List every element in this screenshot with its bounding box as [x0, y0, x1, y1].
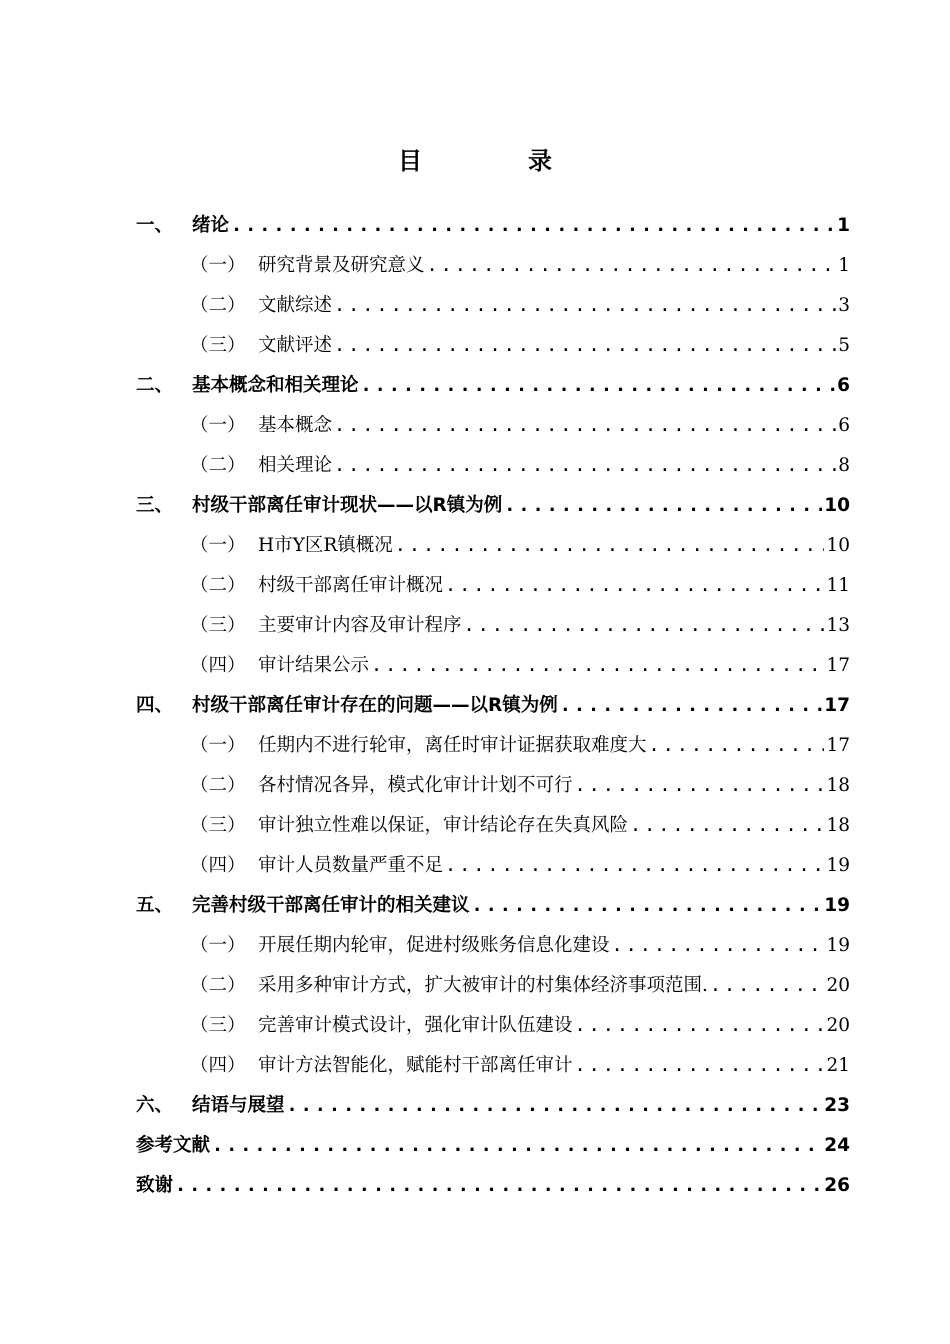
dot-leader [472, 886, 823, 926]
dot-leader [395, 526, 825, 566]
dot-leader [464, 606, 825, 646]
toc-entry-page: 26 [824, 1175, 850, 1196]
toc-section-entry[interactable] [136, 326, 850, 366]
toc-entry-number: （一） [190, 935, 246, 956]
toc-entry-page: 3 [838, 295, 850, 316]
toc-entry-title: 基本概念和相关理论 [192, 375, 359, 396]
toc-chapter-entry[interactable] [136, 486, 850, 526]
toc-entry-page: 6 [837, 375, 850, 396]
toc-entry-title: 主要审计内容及审计程序 [258, 615, 462, 636]
toc-chapter-entry[interactable] [136, 886, 850, 926]
toc-entry-page: 23 [824, 1095, 850, 1116]
toc-entry-title: 各村情况各异，模式化审计计划不可行 [258, 775, 573, 796]
toc-entry-page: 17 [826, 655, 850, 676]
toc-section-entry[interactable] [136, 1006, 850, 1046]
toc-entry-title: 村级干部离任审计存在的问题——以R镇为例 [192, 695, 558, 716]
toc-entry-page: 18 [826, 815, 850, 836]
toc-entry-page: 19 [826, 935, 850, 956]
toc-entry-page: 24 [824, 1135, 850, 1156]
dot-leader [175, 1166, 822, 1206]
toc-chapter-entry[interactable] [136, 1126, 850, 1166]
toc-entry-page: 20 [826, 1015, 850, 1036]
toc-entry-number: （一） [190, 535, 246, 556]
dot-leader [649, 726, 825, 766]
dot-leader [287, 1086, 823, 1126]
toc-chapter-entry[interactable] [136, 1166, 850, 1206]
dot-leader [575, 1046, 825, 1086]
dot-leader [334, 326, 836, 366]
toc-entry-title: 结语与展望 [192, 1095, 285, 1116]
toc-entry-number: （三） [190, 335, 246, 356]
toc-chapter-entry[interactable] [136, 206, 850, 246]
dot-leader [361, 366, 836, 406]
toc-entry-page: 19 [824, 895, 850, 916]
toc-entry-title: 参考文献 [136, 1135, 211, 1156]
toc-entry-page: 10 [824, 495, 850, 516]
dot-leader [334, 406, 836, 446]
toc-entry-number: （一） [190, 255, 246, 276]
toc-entry-title: 相关理论 [258, 455, 333, 476]
toc-entry-page: 10 [826, 535, 850, 556]
toc-entry-number: 一、 [136, 215, 174, 236]
toc-section-entry[interactable] [136, 646, 850, 686]
toc-entry-title: 采用多种审计方式，扩大被审计的村集体经济事项范围. [258, 975, 708, 996]
toc-section-entry[interactable] [136, 806, 850, 846]
dot-leader [575, 1006, 825, 1046]
toc-entry-title: 开展任期内轮审，促进村级账务信息化建设 [258, 935, 610, 956]
dot-leader [612, 926, 825, 966]
toc-section-entry[interactable] [136, 446, 850, 486]
toc-entry-page: 5 [838, 335, 850, 356]
toc-entry-number: （三） [190, 1015, 246, 1036]
toc-entry-number: 三、 [136, 495, 174, 516]
toc-entry-number: （四） [190, 655, 246, 676]
toc-entry-number: （一） [190, 415, 246, 436]
toc-section-entry[interactable] [136, 846, 850, 886]
toc-entry-title: 完善村级干部离任审计的相关建议 [192, 895, 470, 916]
toc-entry-number: 四、 [136, 695, 174, 716]
toc-entry-page: 11 [826, 575, 850, 596]
toc-section-entry[interactable] [136, 966, 850, 1006]
toc-section-entry[interactable] [136, 526, 850, 566]
toc-entry-title: 村级干部离任审计现状——以R镇为例 [192, 495, 503, 516]
dot-leader [334, 446, 836, 486]
dot-leader [504, 486, 822, 526]
toc-entry-page: 18 [826, 775, 850, 796]
toc-entry-page: 21 [826, 1055, 850, 1076]
toc-entry-title: 村级干部离任审计概况 [258, 575, 444, 596]
toc-section-entry[interactable] [136, 766, 850, 806]
toc-entry-number: 六、 [136, 1095, 174, 1116]
toc-entry-title: 文献综述 [258, 295, 333, 316]
toc-section-entry[interactable] [136, 246, 850, 286]
toc-entry-page: 13 [826, 615, 850, 636]
toc-entry-title: 审计结果公示 [258, 655, 370, 676]
toc-entry-page: 8 [838, 455, 850, 476]
table-of-contents [136, 206, 850, 1206]
toc-entry-page: 19 [826, 855, 850, 876]
toc-entry-number: 二、 [136, 375, 174, 396]
toc-entry-number: （二） [190, 775, 246, 796]
toc-entry-number: 五、 [136, 895, 174, 916]
toc-section-entry[interactable] [136, 926, 850, 966]
toc-entry-number: （二） [190, 295, 246, 316]
dot-leader [427, 246, 837, 286]
toc-entry-title: 基本概念 [258, 415, 333, 436]
toc-entry-number: （二） [190, 975, 246, 996]
toc-section-entry[interactable] [136, 286, 850, 326]
toc-entry-title: 审计人员数量严重不足 [258, 855, 444, 876]
toc-entry-title: 研究背景及研究意义 [258, 255, 425, 276]
toc-entry-title: 完善审计模式设计，强化审计队伍建设 [258, 1015, 573, 1036]
toc-chapter-entry[interactable] [136, 686, 850, 726]
toc-entry-title: 审计方法智能化，赋能村干部离任审计 [258, 1055, 573, 1076]
dot-leader [630, 806, 824, 846]
toc-entry-number: （四） [190, 855, 246, 876]
toc-chapter-entry[interactable] [136, 1086, 850, 1126]
toc-entry-number: （一） [190, 735, 246, 756]
dot-leader [212, 1126, 822, 1166]
toc-entry-number: （三） [190, 615, 246, 636]
toc-entry-page: 6 [838, 415, 850, 436]
toc-section-entry[interactable] [136, 406, 850, 446]
toc-section-entry[interactable] [136, 606, 850, 646]
dot-leader [231, 206, 835, 246]
toc-entry-title: 任期内不进行轮审，离任时审计证据获取难度大 [258, 735, 647, 756]
toc-section-entry[interactable] [136, 1046, 850, 1086]
toc-entry-title: 审计独立性难以保证，审计结论存在失真风险 [258, 815, 629, 836]
toc-entry-number: （四） [190, 1055, 246, 1076]
dot-leader [334, 286, 836, 326]
toc-entry-page: 1 [837, 215, 850, 236]
toc-entry-title: 文献评述 [258, 335, 333, 356]
dot-leader [710, 966, 825, 1006]
dot-leader [445, 846, 824, 886]
dot-leader [371, 646, 824, 686]
toc-entry-number: （二） [190, 575, 246, 596]
toc-entry-title: H市Y区R镇概况 [258, 535, 393, 556]
toc-entry-number: （二） [190, 455, 246, 476]
toc-section-entry[interactable] [136, 566, 850, 606]
dot-leader [575, 766, 825, 806]
toc-entry-title: 致谢 [136, 1175, 174, 1196]
dot-leader [560, 686, 823, 726]
toc-chapter-entry[interactable] [136, 366, 850, 406]
toc-section-entry[interactable] [136, 726, 850, 766]
toc-entry-page: 17 [826, 735, 850, 756]
toc-entry-number: （三） [190, 815, 246, 836]
page-title: 目录 [398, 147, 658, 175]
dot-leader [445, 566, 824, 606]
toc-entry-page: 1 [838, 255, 850, 276]
toc-entry-page: 17 [824, 695, 850, 716]
toc-entry-title: 绪论 [192, 215, 230, 236]
toc-entry-page: 20 [826, 975, 850, 996]
